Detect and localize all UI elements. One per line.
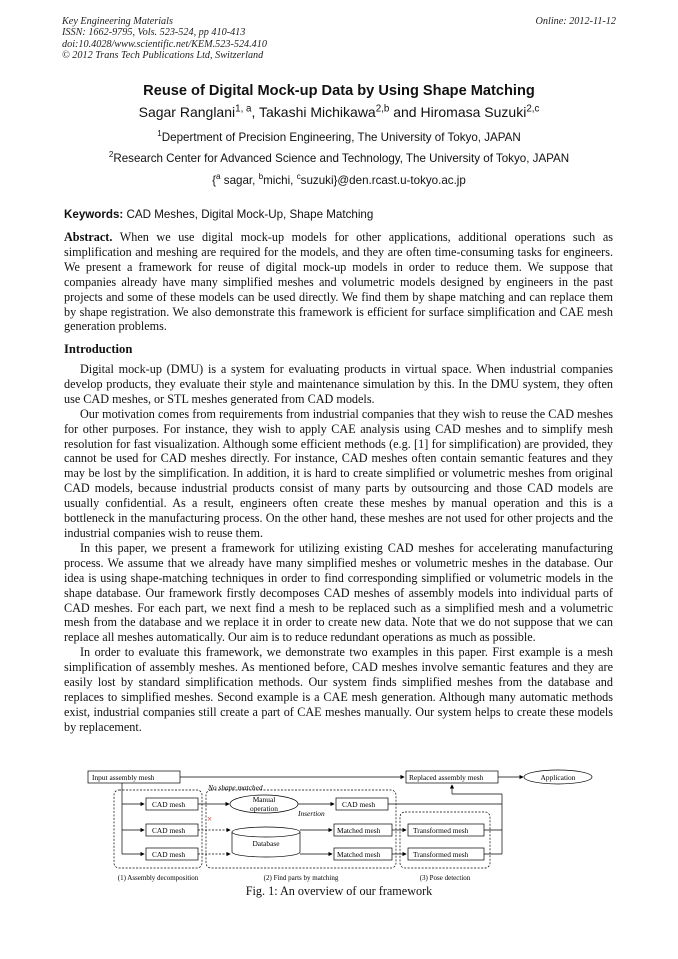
author-name: Sagar Ranglani (138, 104, 236, 120)
cad-mesh-label: CAD mesh (152, 826, 186, 835)
author-list: Sagar Ranglani$^{1, a}$, Takashi Michikawa$^{2,b}$ and Hiromasa Suzuki$^{2,c}$ (138, 103, 540, 120)
insertion-label: Insertion (298, 809, 325, 818)
application-label: Application (540, 773, 576, 782)
author-name: Hiromasa Suzuki (420, 104, 527, 120)
transformed-mesh-label: Transformed mesh (413, 850, 469, 859)
paragraph: In this paper, we present a framework for utilizing existing CAD meshes for accelerating manufacturing process. We assume that we already have many simplified meshes or volumetric meshes in the database. Our idea is using shape-matching techniques in order to find corresponding simplified or volumetric models in the shape database. Our framework firstly decomposes CAD meshes of assembly models into individual parts of CAD meshes. For each part, we next find a mesh to be replaced such as a simplified mesh and a volumetric mesh from the database and we replace it in order to create new data. Note that we do not suppose that we can replace all meshes automatically. Our aim is to reduce redundant operations as much as possible. (64, 540, 613, 645)
doi-line: doi:10.4028/www.scientific.net/KEM.523-524.410 (62, 38, 267, 50)
step-label: (2) Find parts by matching (263, 874, 339, 882)
cad-mesh-label: CAD mesh (152, 850, 186, 859)
keywords-label: Keywords: (64, 208, 124, 221)
author-sup: 1, a (235, 103, 252, 115)
abstract-label: Abstract. (64, 230, 113, 244)
keywords-text: CAD Meshes, Digital Mock-Up, Shape Matching (123, 208, 374, 221)
matched-mesh-label: Matched mesh (337, 850, 381, 859)
journal-header (62, 16, 616, 62)
operation-label: operation (250, 804, 278, 813)
paragraph: Our motivation comes from requirements from industrial companies that they wish to reuse the CAD meshes for other purposes. For instance, they wish to apply CAE analysis using CAD meshes and to simplify mesh resolution for fast visualization. Although some efficient methods (e.g. [1] for simplification) are provided, they cannot be used for CAD meshes directly. For instance, CAD meshes often contain semantic features and they may be lost by the simplification. In addition, it is hard to create simplified or volumetric meshes from original CAD models, because industrial products consist of many parts by outsourcing and those CAD models are usually confidential. As a result, engineers often create these meshes by manual operation and this is a bottleneck in the manufacturing process. On the other hand, these meshes are not used for other projects and the industrial companies wish to reuse them. (64, 406, 613, 540)
abstract (64, 230, 613, 334)
email-line: {$^a$ sagar, $^b$michi, $^c$suzuki}@den.rcast.u-tokyo.ac.jp (212, 172, 466, 187)
mismatch-cross: × (207, 814, 213, 824)
paragraph: Digital mock-up (DMU) is a system for evaluating products in virtual space. When industrial companies develop products, they evaluate their style and maintenance simulation by this. In the DMU system, they often use CAD meshes, or STL meshes generated from CAD models. (64, 362, 613, 406)
author-sup: 2,c (526, 103, 540, 115)
paper-title: Reuse of Digital Mock-up Data by Using Shape Matching (143, 83, 535, 99)
no-shape-label: No shape matched (208, 783, 263, 792)
affiliation-1: $^1$Depertment of Precision Engineering, The University of Tokyo, JAPAN (157, 129, 521, 144)
figure-caption: Fig. 1: An overview of our framework (245, 884, 433, 898)
cad-mesh-label: CAD mesh (152, 800, 186, 809)
manual-label: Manual (252, 795, 276, 804)
database-top (232, 827, 300, 837)
group-pose (400, 812, 490, 868)
database-label: Database (252, 839, 280, 848)
copyright-line: © 2012 Trans Tech Publications Ltd, Switzerland (62, 50, 264, 62)
replaced-assembly-label: Replaced assembly mesh (409, 773, 484, 782)
step-label: (1) Assembly decomposition (117, 874, 199, 882)
journal-name: Key Engineering Materials (62, 16, 173, 27)
transformed-mesh-label: Transformed mesh (413, 826, 469, 835)
online-date: Online: 2012-11-12 (535, 16, 616, 27)
paragraph: In order to evaluate this framework, we demonstrate two examples in this paper. First example is a mesh simplification of assembly meshes. As mentioned before, CAD meshes involve semantic features and they are easily lost by standard simplification methods. Our system finds simplified meshes from the database and replaces to simplified meshes. Second example is a CAE mesh generation. Although many automatic methods exist, industrial companies still create a part of CAE meshes manually. Our system helps to create these models by replacement. (64, 645, 613, 734)
issn-line: ISSN: 1662-9795, Vols. 523-524, pp 410-413 (62, 27, 246, 39)
abstract-text: When we use digital mock-up models for other applications, additional operations such as simplification and meshing are required for the models, and they are often time-consuming tasks for engineers. We present a framework for reuse of digital mock-up models in order to reduce them. We suppose that companies already have many simplified meshes and volumetric models designed by engineers in the past projects and some of these models can be used directly. We find them by shape matching and can replace them by shape registration. We also demonstrate this framework is efficient for surface simplification and CAE mesh generation problems. (64, 230, 613, 334)
section-heading: Introduction (64, 342, 133, 356)
affiliation-2: $^2$Research Center for Advanced Science and Technology, The University of Tokyo, JAPAN (108, 150, 570, 165)
matched-mesh-label: Matched mesh (337, 826, 381, 835)
author-name: Takashi Michikawa (259, 104, 376, 120)
keywords (64, 208, 373, 221)
step-label: (3) Pose detection (419, 874, 471, 882)
introduction-body (64, 362, 613, 735)
input-assembly-label: Input assembly mesh (92, 773, 155, 782)
cad-mesh-label: CAD mesh (342, 800, 376, 809)
framework-diagram (86, 768, 606, 884)
author-sup: 2,b (375, 103, 390, 115)
